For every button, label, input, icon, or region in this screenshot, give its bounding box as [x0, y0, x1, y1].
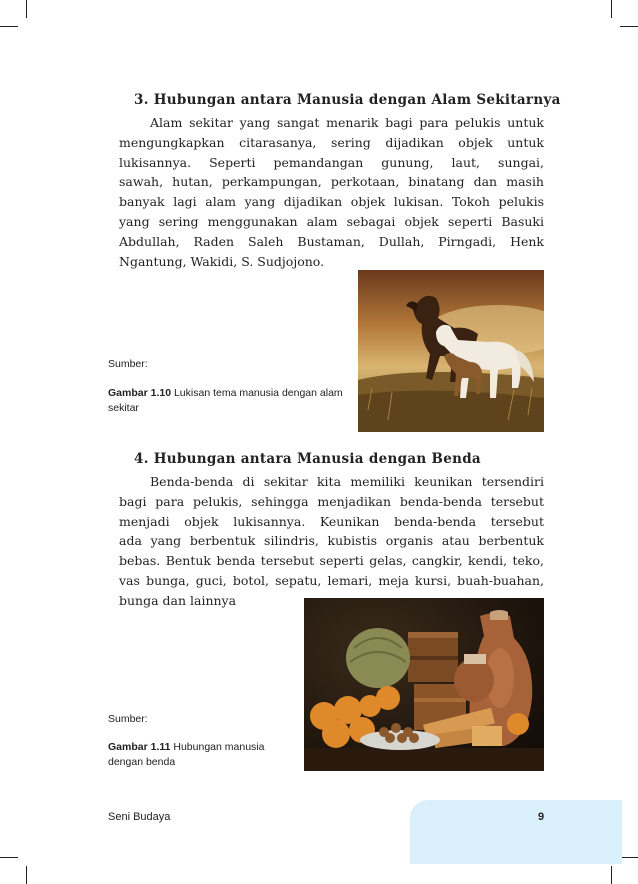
- section-4-heading: 4. Hubungan antara Manusia dengan Benda: [134, 451, 481, 467]
- figure-10-caption-text: sekitar: [108, 402, 139, 414]
- paragraph-line: bebas. Bentuk benda tersebut seperti gelas, cangkir, kendi, teko,: [119, 553, 544, 569]
- paragraph-line: bagi para pelukis, sehingga menjadikan benda-benda tersebut: [119, 493, 544, 509]
- paragraph-line: vas bunga, guci, botol, sepatu, lemari, meja kursi, buah-buahan,: [119, 572, 544, 588]
- paragraph-line: Alam sekitar yang sangat menarik bagi para pelukis untuk: [150, 115, 544, 130]
- paragraph-line: bunga dan lainnya: [119, 592, 237, 608]
- figure-11-caption-text: Hubungan manusia: [170, 741, 265, 753]
- crop-mark: [0, 857, 18, 858]
- paragraph-line: sawah, hutan, perkampungan, perkotaan, binatang dan masih: [119, 174, 544, 190]
- footer-band: [410, 800, 622, 864]
- figure-11-caption-text: dengan benda: [108, 756, 176, 768]
- figure-11-label: Gambar 1.11: [108, 741, 171, 753]
- page-number: 9: [538, 811, 545, 823]
- crop-mark: [611, 866, 612, 884]
- paragraph-line: Abdullah, Raden Saleh Bustaman, Dullah, Pirngadi, Henk: [119, 233, 544, 249]
- crop-mark: [620, 26, 638, 27]
- horses-painting-image: [358, 270, 544, 432]
- figure-10-caption-text: Lukisan tema manusia dengan alam: [171, 387, 343, 399]
- crop-mark: [611, 0, 612, 18]
- paragraph-line: yang sering menggunakan alam sebagai objek seperti Basuki: [119, 213, 544, 229]
- figure-11-caption: [108, 740, 298, 770]
- figure-11-source: Sumber:: [108, 713, 148, 725]
- still-life-painting-image: [304, 598, 544, 771]
- section-3-paragraph: [119, 113, 544, 271]
- paragraph-line: ada yang berbentuk silindris, kubistis organis atau berbentuk: [119, 533, 544, 549]
- paragraph-line: lukisannya. Seperti pemandangan gunung, laut, sungai,: [119, 154, 544, 170]
- figure-10-caption: [108, 386, 354, 416]
- crop-mark: [26, 866, 27, 884]
- section-4-paragraph: [119, 472, 544, 611]
- crop-mark: [0, 26, 18, 27]
- paragraph-line: mengungkapkan citarasanya, sering dijadikan objek untuk: [119, 134, 544, 150]
- footer-book-title: Seni Budaya: [108, 811, 171, 823]
- paragraph-line: menjadi objek lukisannya. Keunikan benda-benda tersebut: [119, 513, 544, 529]
- paragraph-line: Benda-benda di sekitar kita memiliki keunikan tersendiri: [150, 474, 544, 489]
- crop-mark: [26, 0, 27, 18]
- paragraph-line: banyak lagi alam yang dijadikan objek lukisan. Tokoh pelukis: [119, 194, 544, 210]
- figure-10-label: Gambar 1.10: [108, 387, 172, 399]
- figure-10-source: Sumber:: [108, 358, 148, 370]
- section-3-heading: 3. Hubungan antara Manusia dengan Alam Sekitarnya: [134, 92, 561, 108]
- crop-mark: [620, 857, 638, 858]
- paragraph-line: Ngantung, Wakidi, S. Sudjojono.: [119, 253, 325, 269]
